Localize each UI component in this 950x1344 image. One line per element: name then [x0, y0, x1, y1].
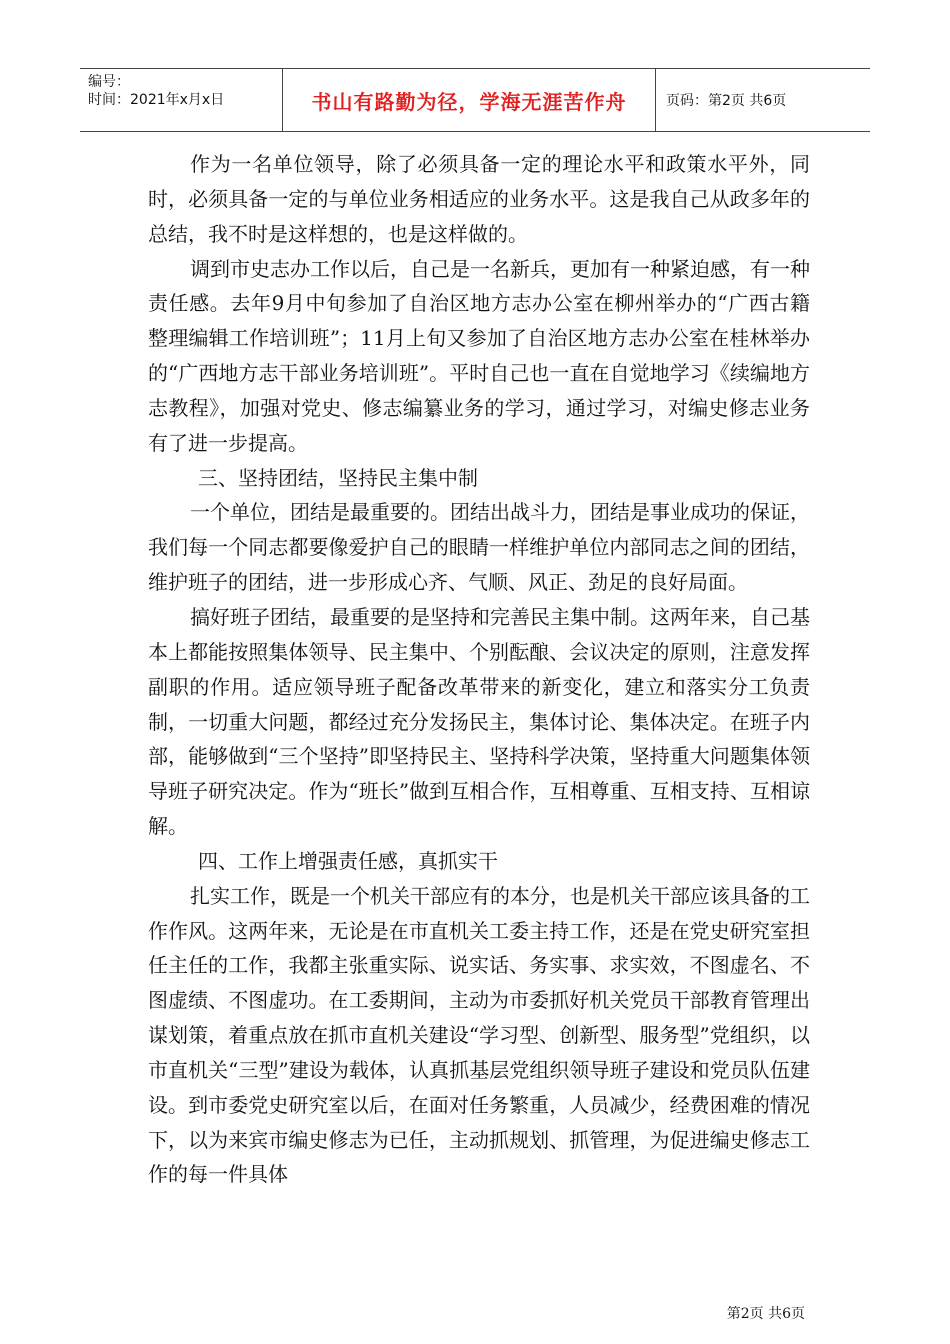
body-paragraph: 一个单位，团结是最重要的。团结出战斗力，团结是事业成功的保证，我们每一个同志都要像爱护自己的眼睛一样维护单位内部同志之间的团结，维护班子的团结，进一步形成心齐、气顺、风正、劲足的良好局面。 — [148, 500, 810, 595]
section-heading: 四、工作上增强责任感，真抓实干 — [198, 848, 498, 873]
page-header — [80, 68, 870, 132]
number-label: 编号： — [88, 74, 130, 90]
body-paragraph: 调到市史志办工作以后，自己是一名新兵，更加有一种紧迫感，有一种责任感。去年9月中旬参加了自治区地方志办公室在柳州举办的“广西古籍整理编辑工作培训班”；11月上旬又参加了自治区地方志办公室在桂林举办的“广西地方志干部业务培训班”。平时自己也一直在自觉地学习《续编地方志教程》，加强对党史、修志编纂业务的学习，通过学习，对编史修志业务有了进一步提高。 — [148, 256, 810, 455]
header-page-info: 页码：第2页 共6页 — [666, 93, 787, 109]
header-motto: 书山有路勤为径，学海无涯苦作舟 — [283, 69, 656, 131]
body-paragraph: 作为一名单位领导，除了必须具备一定的理论水平和政策水平外，同时，必须具备一定的与单位业务相适应的业务水平。这是我自己从政多年的总结，我不时是这样想的，也是这样做的。 — [148, 152, 810, 246]
section-heading: 三、坚持团结，坚持民主集中制 — [198, 465, 478, 490]
document-body — [148, 147, 810, 1192]
header-meta — [80, 69, 283, 131]
time-label: 时间：2021年x月x日 — [88, 92, 225, 108]
page-footer: 第2页 共6页 — [726, 1306, 805, 1322]
body-paragraph: 搞好班子团结，最重要的是坚持和完善民主集中制。这两年来，自己基本上都能按照集体领导、民主集中、个别酝酿、会议决定的原则，注意发挥副职的作用。适应领导班子配备改革带来的新变化，建立和落实分工负责制，一切重大问题，都经过充分发扬民主，集体讨论、集体决定。在班子内部，能够做到“三个坚持”即坚持民主、坚持科学决策，坚持重大问题集体领导班子研究决定。作为“班长”做到互相合作，互相尊重、互相支持、互相谅解。 — [148, 604, 810, 839]
body-paragraph: 扎实工作，既是一个机关干部应有的本分，也是机关干部应该具备的工作作风。这两年来，无论是在市直机关工委主持工作，还是在党史研究室担任主任的工作，我都主张重实际、说实话、务实事、求实效，不图虚名、不图虚绩、不图虚功。在工委期间，主动为市委抓好机关党员干部教育管理出谋划策，着重点放在抓市直机关建设“学习型、创新型、服务型”党组织，以市直机关“三型”建设为载体，认真抓基层党组织领导班子建设和党员队伍建设。到市委党史研究室以后，在面对任务繁重，人员减少，经费困难的情况下，以为来宾市编史修志为已任，主动抓规划、抓管理，为促进编史修志工作的每一件具体 — [148, 883, 810, 1187]
